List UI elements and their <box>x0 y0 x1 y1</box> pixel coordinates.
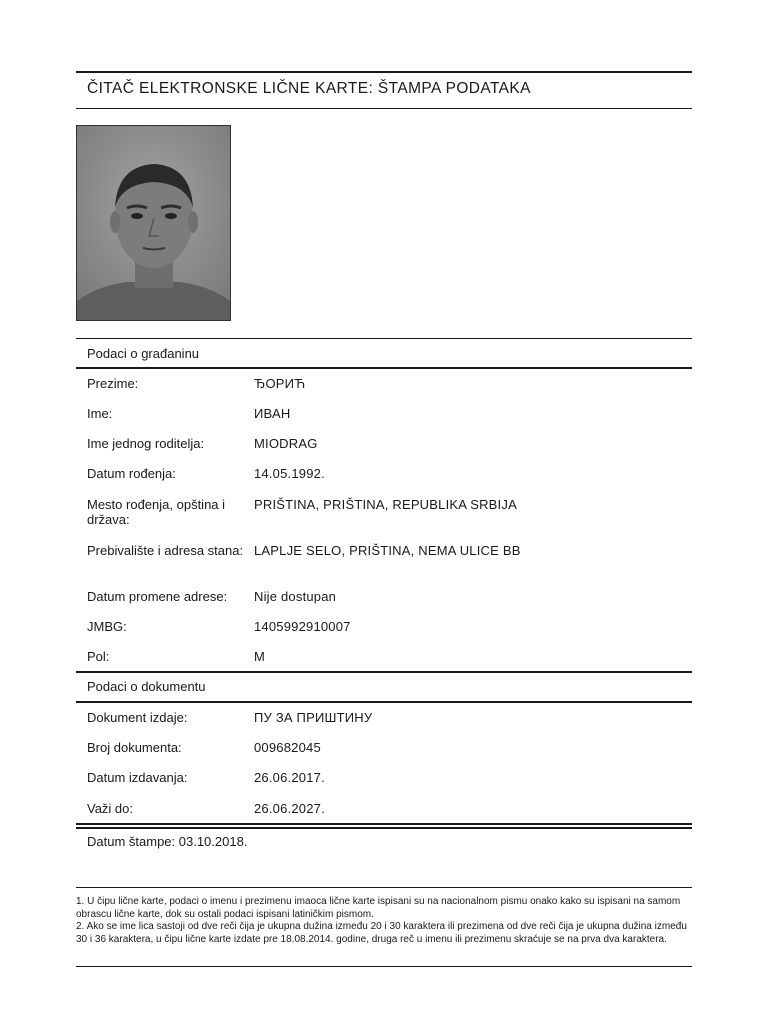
document-section-heading: Podaci o dokumentu <box>87 679 206 694</box>
document-end-rule-2 <box>76 827 692 829</box>
label-document-number: Broj dokumenta: <box>87 740 182 755</box>
value-jmbg: 1405992910007 <box>254 619 351 634</box>
citizen-section-rule-top <box>76 338 692 339</box>
footnotes-rule-bottom <box>76 966 692 967</box>
footnote-1: 1. U čipu lične karte, podaci o imenu i prezimenu imaoca lične karte ispisani su na nacionalnom pismu onako kako su ispisani na samom obrascu lične karte, dok su ostali podaci ispisani latiničkim pismom. <box>76 896 681 920</box>
title-rule-bottom <box>76 108 692 109</box>
value-document-number: 009682045 <box>254 740 321 755</box>
citizen-section-heading: Podaci o građaninu <box>87 346 200 361</box>
value-birth-place: PRIŠTINA, PRIŠTINA, REPUBLIKA SRBIJA <box>254 497 517 512</box>
value-surname: ЂОРИЋ <box>254 376 306 391</box>
label-jmbg: JMBG: <box>87 619 127 634</box>
value-issue-date: 26.06.2017. <box>254 770 325 785</box>
value-residence: LAPLJE SELO, PRIŠTINA, NEMA ULICE BB <box>254 543 521 558</box>
value-birth-date: 14.05.1992. <box>254 466 325 481</box>
value-address-change-date: Nije dostupan <box>254 589 337 604</box>
label-address-change-date: Datum promene adrese: <box>87 589 228 604</box>
label-issue-date: Datum izdavanja: <box>87 770 188 785</box>
footnotes <box>76 896 692 946</box>
label-birth-place: Mesto rođenja, opština i država: <box>87 497 226 527</box>
footnotes-rule-top <box>76 887 692 888</box>
label-issuer: Dokument izdaje: <box>87 710 188 725</box>
label-birth-date: Datum rođenja: <box>87 466 176 481</box>
label-valid-until: Važi do: <box>87 801 134 816</box>
label-parent-name: Ime jednog roditelja: <box>87 436 205 451</box>
value-issuer: ПУ ЗА ПРИШТИНУ <box>254 710 373 725</box>
value-valid-until: 26.06.2027. <box>254 801 325 816</box>
document-end-rule-1 <box>76 823 692 825</box>
portrait-image <box>77 126 230 320</box>
citizen-section-rule-bottom <box>76 367 692 369</box>
title-rule-top <box>76 71 692 73</box>
label-surname: Prezime: <box>87 376 139 391</box>
value-sex: M <box>254 649 266 664</box>
print-date: Datum štampe: 03.10.2018. <box>87 834 248 849</box>
footnote-2: 2. Ako se ime lica sastoji od dve reči čija je ukupna dužina između 20 i 30 karaktera ili prezimena od dve reči čija je ukupna dužina između 30 i 36 karaktera, u čipu lične karte izdate pre 18.08.2014. godine, druga reč u imenu ili prezimenu skraćuje se na prva dva karaktera. <box>76 921 687 945</box>
id-photo <box>76 125 231 321</box>
value-parent-name: MIODRAG <box>254 436 318 451</box>
value-given-name: ИВАН <box>254 406 291 421</box>
label-sex: Pol: <box>87 649 110 664</box>
document-section-rule-bottom <box>76 701 692 703</box>
document-section-rule-top <box>76 671 692 673</box>
label-given-name: Ime: <box>87 406 113 421</box>
page-title: ČITAČ ELEKTRONSKE LIČNE KARTE: ŠTAMPA PODATAKA <box>87 80 531 97</box>
label-residence: Prebivalište i adresa stana: <box>87 543 244 558</box>
